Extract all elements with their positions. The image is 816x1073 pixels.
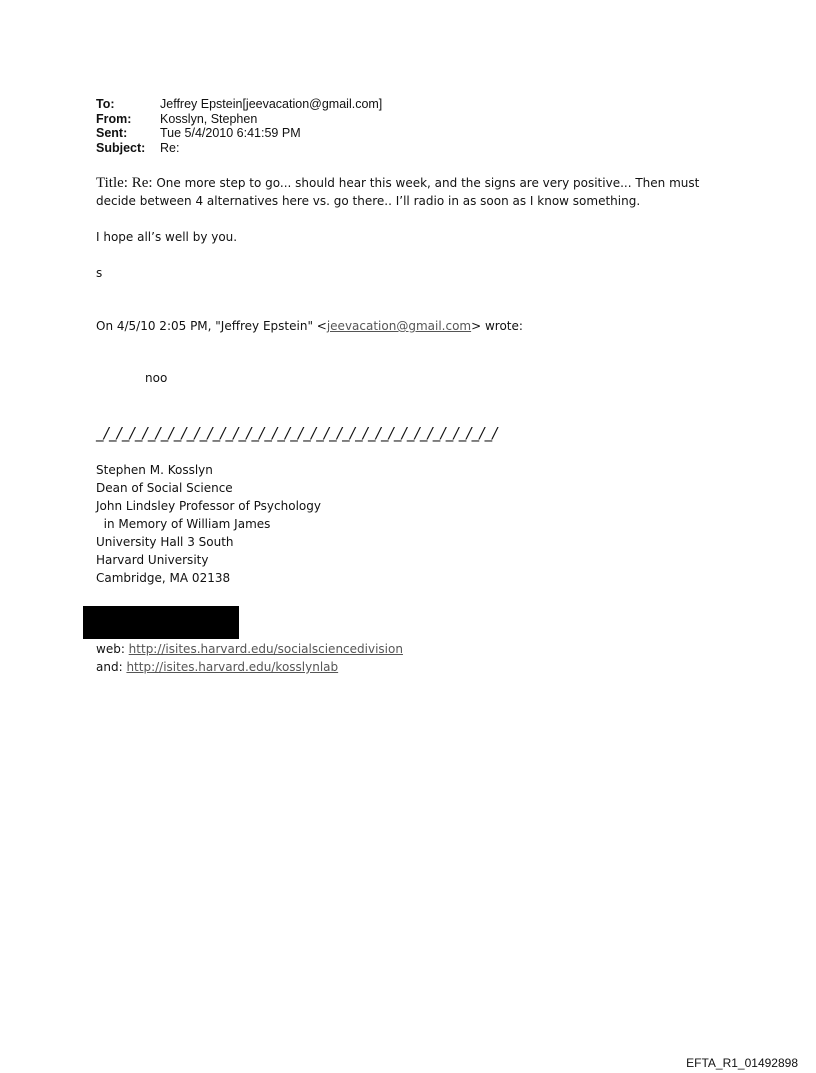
message-paragraph-1	[96, 174, 736, 210]
signature-line: Dean of Social Science	[96, 481, 233, 495]
sign-initial: s	[96, 266, 103, 280]
signature-line: Harvard University	[96, 553, 209, 567]
signature-block	[96, 461, 321, 587]
from-label: From:	[96, 111, 132, 126]
signature-line: John Lindsley Professor of Psychology	[96, 499, 321, 513]
to-label: To:	[96, 97, 115, 111]
sent-row	[96, 126, 382, 141]
signature-separator: _/_/_/_/_/_/_/_/_/_/_/_/_/_/_/_/_/_/_/_/_/_/_/_/_/_/_/_/_/_/_/	[96, 424, 498, 442]
sent-value: Tue 5/4/2010 6:41:59 PM	[160, 126, 301, 140]
subject-label: Subject:	[96, 140, 146, 155]
to-row	[96, 97, 382, 112]
signature-line: Cambridge, MA 02138	[96, 571, 231, 585]
quote-intro	[96, 317, 523, 335]
quoted-text: noo	[145, 371, 168, 385]
document-id: EFTA_R1_01492898	[686, 1056, 798, 1070]
lab-link[interactable]: http://isites.harvard.edu/kosslynlab	[126, 660, 339, 674]
signature-line: University Hall 3 South	[96, 535, 234, 549]
email-header	[96, 97, 382, 155]
web-label: web:	[96, 642, 129, 656]
to-value: Jeffrey Epstein[jeevacation@gmail.com]	[160, 97, 383, 111]
signature-line: in Memory of William James	[96, 517, 271, 531]
quote-intro-before: On 4/5/10 2:05 PM, "Jeffrey Epstein" <	[96, 319, 327, 333]
sent-label: Sent:	[96, 126, 128, 140]
and-label: and:	[96, 660, 127, 674]
quote-intro-after: > wrote:	[471, 319, 523, 333]
and-line	[96, 658, 338, 676]
quote-email-link[interactable]: jeevacation@gmail.com	[326, 319, 472, 333]
subject-value: Re:	[160, 140, 180, 155]
message-text: One more step to go... should hear this week, and the signs are very positive... Then must decide between 4 alternatives here vs. go there.. I’ll radio in as soon as I know something.	[96, 176, 700, 208]
from-row	[96, 112, 382, 127]
signature-line: Stephen M. Kosslyn	[96, 463, 213, 477]
title-prefix: Title: Re:	[96, 175, 153, 191]
redaction-block	[83, 606, 239, 639]
subject-row	[96, 141, 382, 156]
web-link[interactable]: http://isites.harvard.edu/socialsciencedivision	[128, 642, 403, 656]
from-value: Kosslyn, Stephen	[160, 111, 258, 126]
message-paragraph-2: I hope all’s well by you.	[96, 230, 238, 244]
web-line	[96, 640, 403, 658]
